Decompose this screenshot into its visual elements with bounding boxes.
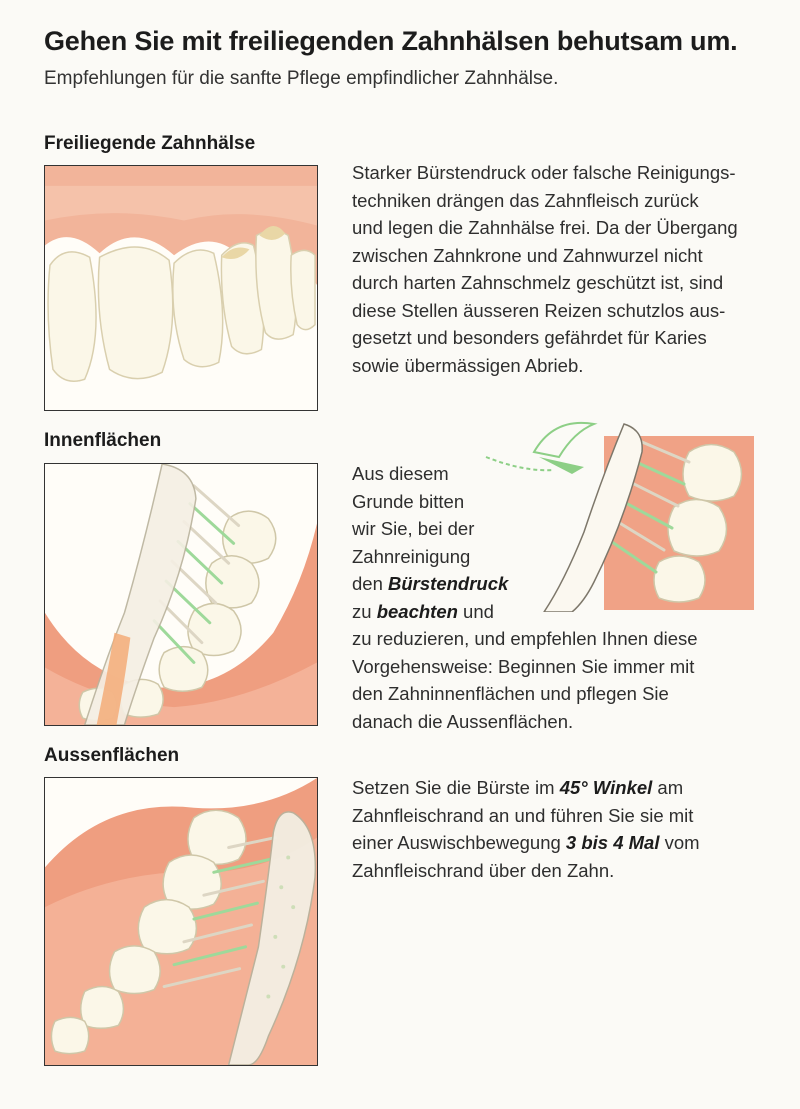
text-line: Grunde bitten [352, 490, 465, 512]
section-text-aussenflaechen [352, 774, 700, 884]
text-line: zu reduzieren, und empfehlen Ihnen diese [352, 628, 698, 649]
emphasis-buerstendruck: Bürstendruck [388, 573, 509, 594]
page-subtitle: Empfehlungen für die sanfte Pflege empfindlicher Zahnhälse. [44, 68, 559, 89]
inner-surface-brushing-illustration [44, 463, 318, 726]
text-fragment: den [352, 573, 389, 594]
text-line: gesetzt und besonders gefährdet für Karies [352, 327, 707, 348]
text-line [352, 598, 698, 626]
text-fragment: vom [659, 832, 700, 853]
exposed-tooth-necks-illustration [44, 165, 318, 411]
text-fragment: und [457, 600, 494, 622]
emphasis-45-winkel: 45° Winkel [559, 777, 653, 798]
text-fragment: am [652, 777, 684, 798]
text-line: Starker Bürstendruck oder falsche Reinigungs- [352, 162, 736, 183]
text-line: Zahnreinigung [352, 545, 471, 567]
text-line: wir Sie, bei der [352, 518, 475, 539]
text-line [352, 829, 700, 857]
text-fragment: einer Auswischbewegung [352, 832, 566, 853]
text-line: techniken drängen das Zahnfleisch zurück [352, 189, 699, 211]
text-line: durch harten Zahnschmelz geschützt ist, sind [352, 272, 724, 293]
text-line: Aus diesem [352, 463, 449, 484]
emphasis-beachten: beachten [376, 600, 458, 622]
section-heading-aussenflaechen: Aussenflächen [44, 745, 180, 766]
text-fragment: zu [352, 600, 377, 622]
section-text-innenflaechen [352, 460, 698, 735]
text-line: sowie übermässigen Abrieb. [352, 354, 584, 376]
text-line: und legen die Zahnhälse frei. Da der Übergang [352, 217, 738, 238]
text-line: Zahnfleischrand an und führen Sie sie mit [352, 804, 694, 826]
text-line: zwischen Zahnkrone und Zahnwurzel nicht [352, 244, 703, 266]
section-heading-innenflaechen: Innenflächen [44, 430, 162, 451]
section-text-freiliegende [352, 159, 738, 379]
section-heading-freiliegende: Freiliegende Zahnhälse [44, 133, 256, 154]
text-line [352, 570, 698, 598]
text-line [352, 774, 700, 802]
text-line: Zahnfleischrand über den Zahn. [352, 859, 615, 881]
text-line: diese Stellen äusseren Reizen schutzlos aus- [352, 299, 726, 321]
outer-surface-brushing-illustration [44, 777, 318, 1066]
text-line: danach die Aussenflächen. [352, 710, 574, 732]
emphasis-3-bis-4-mal: 3 bis 4 Mal [565, 832, 660, 853]
text-fragment: Setzen Sie die Bürste im [352, 777, 560, 798]
text-line: den Zahninnenflächen und pflegen Sie [352, 683, 669, 704]
page-title: Gehen Sie mit freiliegenden Zahnhälsen behutsam um. [44, 26, 738, 56]
text-line: Vorgehensweise: Beginnen Sie immer mit [352, 655, 695, 677]
